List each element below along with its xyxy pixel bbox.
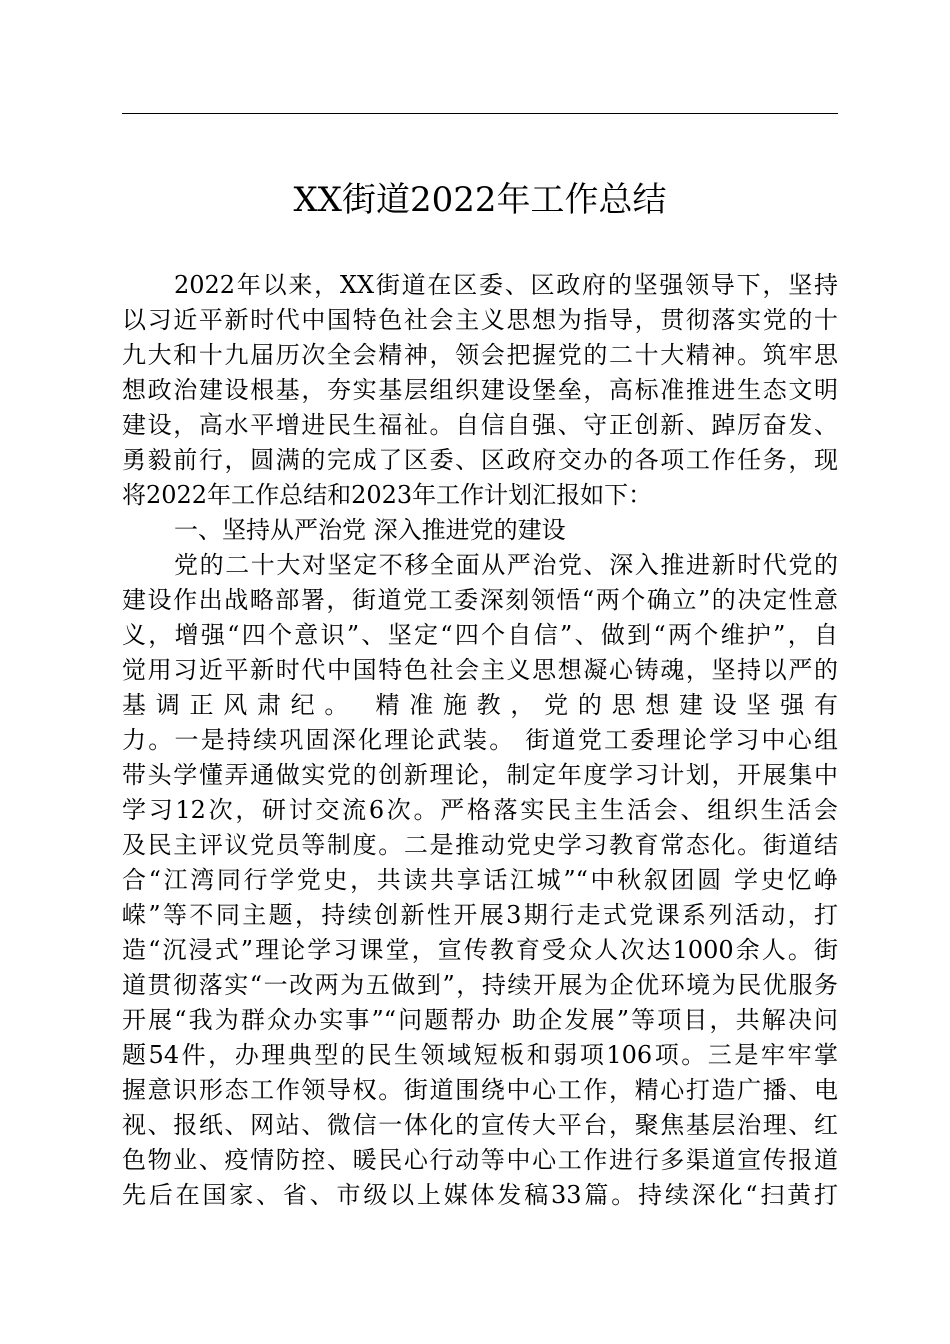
header-rule xyxy=(122,113,838,114)
paragraph-line: 2022年以来，XX街道在区委、区政府的坚强领导下，坚持 xyxy=(174,271,838,299)
document-title: XX街道2022年工作总结 xyxy=(293,180,667,220)
paragraph-line: 基调正风肃纪。 精准施教，党的思想建设坚强有 xyxy=(122,691,838,719)
paragraph-line: 先后在国家、省、市级以上媒体发稿33篇。持续深化“扫黄打 xyxy=(122,1181,838,1209)
paragraph-line: 觉用习近平新时代中国特色社会主义思想凝心铸魂，坚持以严的 xyxy=(122,656,838,684)
paragraph-line: 嵘”等不同主题，持续创新性开展3期行走式党课系列活动，打 xyxy=(122,901,838,929)
paragraph-line: 勇毅前行，圆满的完成了区委、区政府交办的各项工作任务，现 xyxy=(122,446,838,474)
paragraph-line: 视、报纸、网站、微信一体化的宣传大平台，聚焦基层治理、红 xyxy=(122,1111,838,1139)
paragraph-line: 建设作出战略部署，街道党工委深刻领悟“两个确立”的决定性意 xyxy=(122,586,838,614)
paragraph-line: 以习近平新时代中国特色社会主义思想为指导，贯彻落实党的十 xyxy=(122,306,838,334)
paragraph-line: 九大和十九届历次全会精神，领会把握党的二十大精神。筑牢思 xyxy=(122,341,838,369)
paragraph-line: 道贯彻落实“一改两为五做到”，持续开展为企优环境为民优服务 xyxy=(122,971,838,999)
paragraph-line: 党的二十大对坚定不移全面从严治党、深入推进新时代党的 xyxy=(174,551,838,579)
paragraph-line: 带头学懂弄通做实党的创新理论，制定年度学习计划，开展集中 xyxy=(122,761,838,789)
paragraph-line: 造“沉浸式”理论学习课堂，宣传教育受众人次达1000余人。街 xyxy=(122,936,838,964)
paragraph-line: 学习12次，研讨交流6次。严格落实民主生活会、组织生活会 xyxy=(122,796,838,824)
paragraph-line: 建设，高水平增进民生福祉。自信自强、守正创新、踔厉奋发、 xyxy=(122,411,838,439)
document-body xyxy=(122,268,838,1213)
paragraph-line: 一、坚持从严治党 深入推进党的建设 xyxy=(174,516,566,544)
paragraph-line: 色物业、疫情防控、暖民心行动等中心工作进行多渠道宣传报道 xyxy=(122,1146,838,1174)
paragraph-line: 力。一是持续巩固深化理论武装。 街道党工委理论学习中心组 xyxy=(122,726,838,754)
paragraph-line: 将2022年工作总结和2023年工作计划汇报如下： xyxy=(122,481,653,509)
paragraph-line: 开展“我为群众办实事”“问题帮办 助企发展”等项目，共解决问 xyxy=(122,1006,838,1034)
paragraph-line: 合“江湾同行学党史，共读共享话江城”“中秋叙团圆 学史忆峥 xyxy=(122,866,838,894)
paragraph-line: 义，增强“四个意识”、坚定“四个自信”、做到“两个维护”，自 xyxy=(122,621,838,649)
paragraph-line: 及民主评议党员等制度。二是推动党史学习教育常态化。街道结 xyxy=(122,831,838,859)
paragraph-line: 想政治建设根基，夯实基层组织建设堡垒，高标准推进生态文明 xyxy=(122,376,838,404)
paragraph-line: 握意识形态工作领导权。街道围绕中心工作，精心打造广播、电 xyxy=(122,1076,838,1104)
paragraph-line: 题54件，办理典型的民生领域短板和弱项106项。三是牢牢掌 xyxy=(122,1041,838,1069)
